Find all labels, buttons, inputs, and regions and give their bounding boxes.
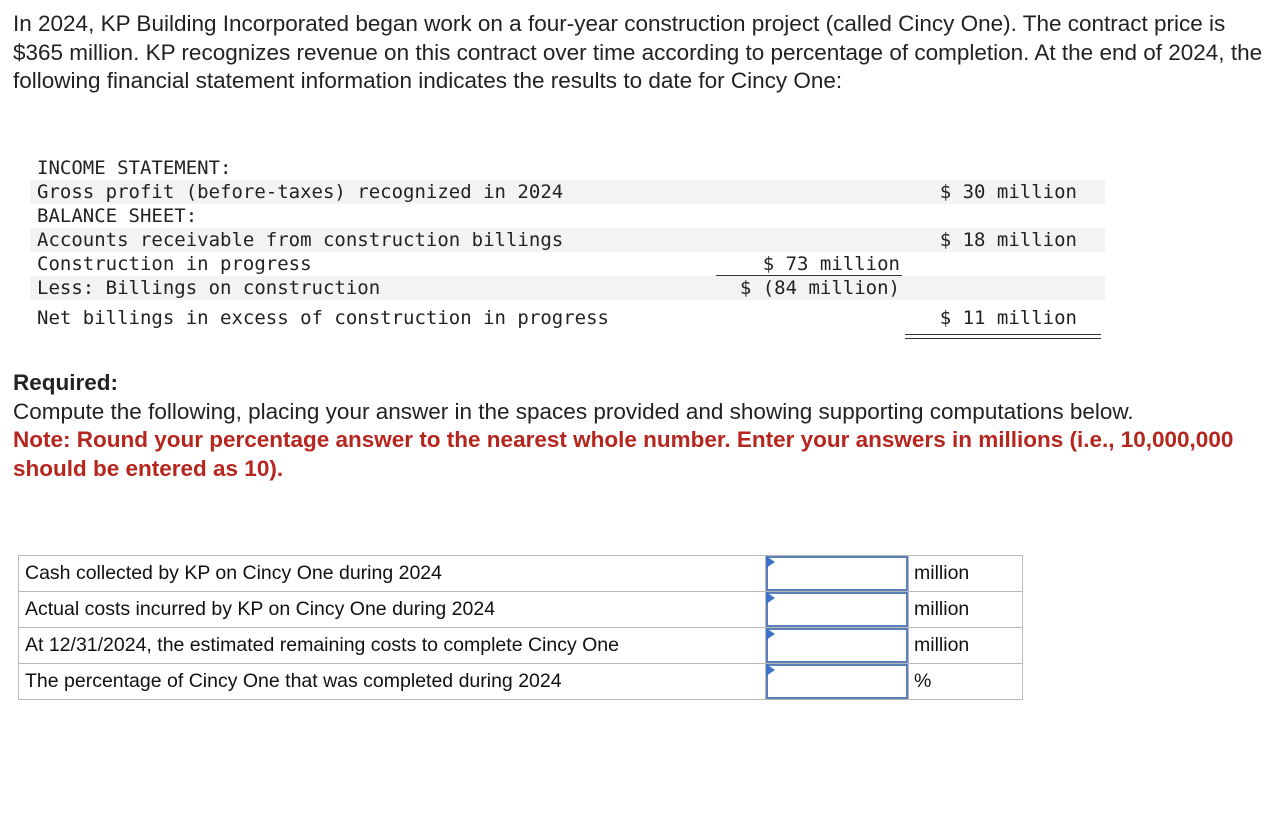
cash-collected-input[interactable] <box>768 558 906 589</box>
triangle-marker-icon <box>766 556 775 568</box>
question-label: Cash collected by KP on Cincy One during 2024 <box>19 556 766 592</box>
statement-label: Less: Billings on construction <box>37 277 381 299</box>
triangle-marker-icon <box>766 628 775 640</box>
table-row <box>19 556 1023 592</box>
statement-row-income-header <box>30 156 1105 180</box>
statement-label: Net billings in excess of construction in progress <box>37 307 609 329</box>
unit-label: million <box>909 628 1023 664</box>
statement-label: Gross profit (before-taxes) recognized in 2024 <box>37 181 564 203</box>
percentage-completed-input[interactable] <box>768 666 906 697</box>
statement-row-billings <box>30 276 1105 300</box>
total-double-underline <box>905 334 1101 339</box>
required-title: Required: <box>13 370 119 395</box>
actual-costs-input[interactable] <box>768 594 906 625</box>
answer-cell <box>766 592 909 628</box>
unit-label: million <box>909 592 1023 628</box>
statement-sub-amount: $ 73 million <box>762 253 900 275</box>
statement-row-accounts-receivable <box>30 228 1105 252</box>
table-row <box>19 592 1023 628</box>
question-label: Actual costs incurred by KP on Cincy One during 2024 <box>19 592 766 628</box>
table-row <box>19 664 1023 700</box>
answer-cell <box>766 628 909 664</box>
remaining-costs-input[interactable] <box>768 630 906 661</box>
financial-statement <box>30 156 1105 330</box>
answer-input-box <box>766 592 908 627</box>
required-instruction: Compute the following, placing your answer in the spaces provided and showing supporting computations below. <box>13 398 1134 424</box>
answer-input-box <box>766 664 908 699</box>
question-label: At 12/31/2024, the estimated remaining costs to complete Cincy One <box>19 628 766 664</box>
statement-row-net-billings <box>30 306 1105 330</box>
answer-cell <box>766 664 909 700</box>
statement-amount: $ 11 million <box>939 307 1077 329</box>
triangle-marker-icon <box>766 664 775 676</box>
statement-row-balance-header <box>30 204 1105 228</box>
statement-amount: $ 18 million <box>939 229 1077 251</box>
question-label: The percentage of Cincy One that was completed during 2024 <box>19 664 766 700</box>
triangle-marker-icon <box>766 592 775 604</box>
required-note: Note: Round your percentage answer to the nearest whole number. Enter your answers in millions (i.e., 10,000,000 should be entered as 10). <box>13 427 1234 481</box>
statement-row-gross-profit <box>30 180 1105 204</box>
answer-cell <box>766 556 909 592</box>
statement-label: Construction in progress <box>37 253 312 275</box>
answer-input-box <box>766 556 908 591</box>
statement-label: INCOME STATEMENT: <box>37 157 232 179</box>
statement-sub-amount: $ (84 million) <box>739 277 900 299</box>
statement-label: BALANCE SHEET: <box>37 205 198 227</box>
answer-input-box <box>766 628 908 663</box>
statement-label: Accounts receivable from construction billings <box>37 229 564 251</box>
unit-label: % <box>909 664 1023 700</box>
statement-row-construction-in-progress <box>30 252 1105 276</box>
required-section <box>13 369 1263 483</box>
unit-label: million <box>909 556 1023 592</box>
statement-amount: $ 30 million <box>939 181 1077 203</box>
problem-intro: In 2024, KP Building Incorporated began work on a four-year construction project (called Cincy One). The contract price is $365 million. KP recognizes revenue on this contract over time according to percentage of completion. At the end of 2024, the following financial statement information indicates the results to date for Cincy One: <box>13 11 1263 94</box>
answer-table <box>18 555 1023 700</box>
table-row <box>19 628 1023 664</box>
